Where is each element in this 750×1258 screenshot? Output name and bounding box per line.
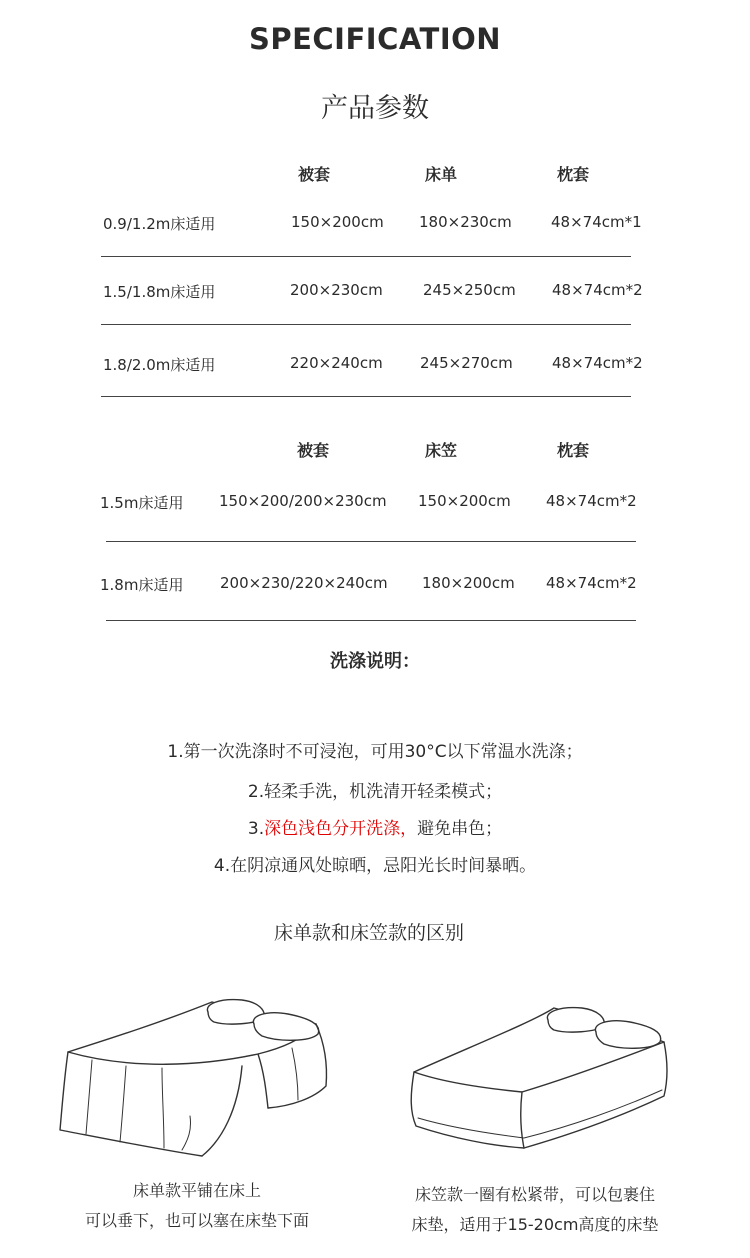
- row-label: 0.9/1.2m床适用: [103, 215, 216, 233]
- wash-line-3-warning: 深色浅色分开洗涤，: [264, 819, 418, 839]
- header-duvet: 被套: [298, 165, 331, 184]
- row-divider: [106, 620, 636, 621]
- row-divider: [101, 324, 631, 325]
- row-cell: 200×230/220×240cm: [220, 574, 388, 592]
- row-label: 1.5m床适用: [100, 494, 184, 512]
- row-label: 1.8m床适用: [100, 576, 184, 594]
- flat-sheet-caption-2: 可以垂下，也可以塞在床垫下面: [84, 1211, 309, 1230]
- wash-line-2: 2.轻柔手洗，机洗清开轻柔模式；: [247, 782, 503, 802]
- wash-line-4: 4.在阴凉通风处晾晒，忌阳光长时间暴晒。: [213, 856, 537, 876]
- row-divider: [106, 541, 636, 542]
- row-cell: 150×200cm: [291, 213, 384, 231]
- row-cell: 48×74cm*2: [546, 574, 637, 592]
- wash-line-3-prefix: 3.: [247, 819, 265, 839]
- fitted-sheet-caption-1: 床笠款一圈有松紧带，可以包裹住: [414, 1185, 655, 1204]
- wash-title: 洗涤说明：: [330, 651, 420, 672]
- wash-line-1: 1.第一次洗涤时不可浸泡，可用30°C以下常温水洗涤；: [167, 742, 583, 762]
- flat-sheet-bed-illustration: [52, 990, 342, 1162]
- row-cell: 48×74cm*1: [551, 213, 642, 231]
- header-fitted-sheet: 床笠: [425, 441, 458, 460]
- fitted-sheet-caption-2: 床垫，适用于15-20cm高度的床垫: [411, 1215, 659, 1234]
- row-cell: 200×230cm: [290, 281, 383, 299]
- row-divider: [101, 396, 631, 397]
- row-cell: 150×200cm: [418, 492, 511, 510]
- row-label: 1.8/2.0m床适用: [103, 356, 216, 374]
- header-pillowcase: 枕套: [557, 165, 590, 184]
- wash-line-3-suffix: 避免串色；: [417, 819, 503, 839]
- diff-title: 床单款和床笠款的区别: [273, 922, 464, 944]
- header-pillowcase: 枕套: [557, 441, 590, 460]
- fitted-sheet-bed-illustration: [402, 1000, 670, 1150]
- row-cell: 48×74cm*2: [552, 281, 643, 299]
- row-cell: 245×270cm: [420, 354, 513, 372]
- row-cell: 48×74cm*2: [552, 354, 643, 372]
- flat-sheet-caption-1: 床单款平铺在床上: [132, 1181, 261, 1200]
- row-cell: 150×200/200×230cm: [219, 492, 387, 510]
- wash-line-3: [0, 814, 750, 839]
- title-en: SPECIFICATION: [248, 22, 502, 56]
- row-cell: 180×230cm: [419, 213, 512, 231]
- row-cell: 220×240cm: [290, 354, 383, 372]
- row-label: 1.5/1.8m床适用: [103, 283, 216, 301]
- row-cell: 48×74cm*2: [546, 492, 637, 510]
- row-divider: [101, 256, 631, 257]
- row-cell: 180×200cm: [422, 574, 515, 592]
- header-sheet: 床单: [425, 165, 458, 184]
- title-cn: 产品参数: [321, 93, 429, 124]
- header-duvet: 被套: [297, 441, 330, 460]
- row-cell: 245×250cm: [423, 281, 516, 299]
